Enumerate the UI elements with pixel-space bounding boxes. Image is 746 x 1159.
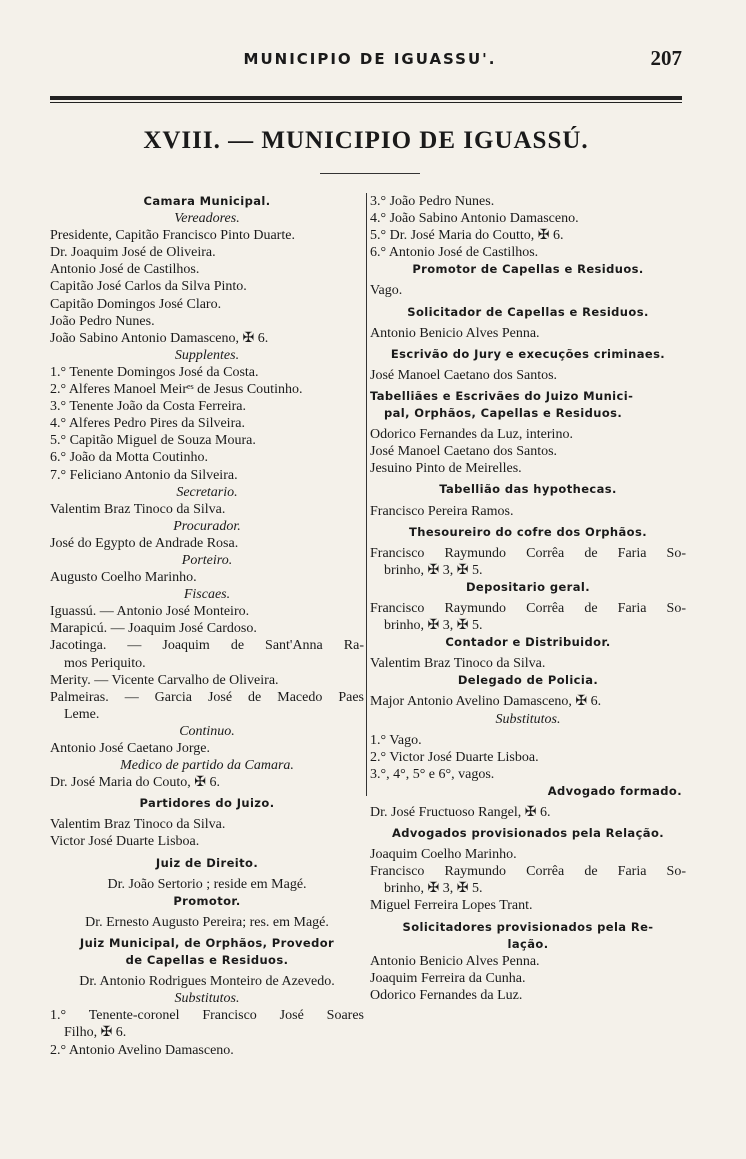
- list-item: Dr. Ernesto Augusto Pereira; res. em Magé.: [85, 914, 329, 930]
- list-item: João Pedro Nunes.: [50, 313, 155, 329]
- fiscaes-heading: Fiscaes.: [183, 587, 231, 603]
- list-item: Francisco Raymundo Corrêa de Faria So-: [370, 545, 686, 561]
- chapter-title: XVIII. — MUNICIPIO DE IGUASSÚ.: [143, 127, 589, 154]
- list-item: 6.° João da Motta Coutinho.: [50, 450, 209, 466]
- juiz-municipal-heading-cont: de Capellas e Residuos.: [125, 953, 289, 968]
- substitutos-heading-right: Substitutos.: [495, 711, 561, 727]
- header-rule-thick: [50, 96, 682, 100]
- tabelliaes-heading: Tabelliães e Escrivães do Juizo Munici-: [370, 388, 634, 403]
- list-item: Jacotinga. — Joaquim de Sant'Anna Ra-: [50, 638, 364, 654]
- list-item: 5.° Capitão Miguel de Souza Moura.: [50, 433, 256, 449]
- list-item: 1.° Tenente-coronel Francisco José Soares: [50, 1008, 364, 1024]
- list-item: 1.° Vago.: [370, 732, 422, 748]
- list-item: Francisco Pereira Ramos.: [370, 503, 514, 519]
- list-item: Jesuino Pinto de Meirelles.: [370, 461, 522, 477]
- promotor-capellas-heading: Promotor de Capellas e Residuos.: [412, 262, 644, 277]
- delegado-heading: Delegado de Policia.: [457, 673, 599, 688]
- solicitador-heading: Solicitador de Capellas e Residuos.: [407, 304, 649, 319]
- list-item: Antonio José de Castilhos.: [50, 262, 200, 278]
- camara-heading: Camara Municipal.: [143, 194, 271, 208]
- list-item: Valentim Braz Tinoco da Silva.: [370, 656, 546, 672]
- medico-heading: Medico de partido da Camara.: [120, 758, 294, 774]
- advogado-heading: Advogado formado.: [547, 783, 682, 798]
- list-item: José Manoel Caetano dos Santos.: [370, 367, 558, 383]
- solic-prov-heading-cont: lação.: [507, 936, 549, 951]
- list-item: Francisco Raymundo Corrêa de Faria So-: [370, 864, 686, 880]
- list-item: Capitão Domingos José Claro.: [50, 296, 222, 312]
- list-item: 3.° Tenente João da Costa Ferreira.: [50, 399, 247, 415]
- list-item: José Manoel Caetano dos Santos.: [370, 444, 558, 460]
- list-item: 3.°, 4°, 5° e 6°, vagos.: [370, 766, 495, 782]
- list-item: Joaquim Ferreira da Cunha.: [370, 970, 526, 986]
- list-item: Iguassú. — Antonio José Monteiro.: [50, 604, 250, 620]
- list-item: Dr. José Maria do Couto, ✠ 6.: [50, 775, 220, 791]
- list-item: mos Periquito.: [64, 655, 146, 671]
- list-item: 5.° Dr. José Maria do Coutto, ✠ 6.: [370, 228, 564, 244]
- list-item: Dr. José Fructuoso Rangel, ✠ 6.: [370, 805, 551, 820]
- running-head: [50, 46, 690, 76]
- list-item: Antonio Benicio Alves Penna.: [370, 325, 540, 341]
- list-item: Antonio José Caetano Jorge.: [50, 741, 210, 756]
- list-item: 2.° Victor José Duarte Lisboa.: [370, 749, 539, 765]
- list-item: Capitão José Carlos da Silva Pinto.: [50, 279, 247, 295]
- list-item: Odorico Fernandes da Luz.: [370, 987, 523, 1003]
- list-item: Marapicú. — Joaquim José Cardoso.: [50, 621, 257, 637]
- list-item: Vago.: [370, 283, 403, 299]
- juiz-municipal-heading: Juiz Municipal, de Orphãos, Provedor: [79, 935, 335, 950]
- list-item: Augusto Coelho Marinho.: [50, 570, 197, 586]
- depositario-heading: Depositario geral.: [465, 579, 590, 594]
- running-title: MUNICIPIO DE IGUASSU'.: [243, 50, 497, 68]
- list-item: Joaquim Coelho Marinho.: [370, 847, 517, 863]
- supplentes-heading: Supplentes.: [174, 347, 240, 363]
- vereadores-heading: Vereadores.: [174, 211, 240, 227]
- left-column: [50, 193, 364, 1059]
- secretario-heading: Secretario.: [176, 484, 238, 500]
- procurador-heading: Procurador.: [173, 518, 241, 534]
- porteiro-heading: Porteiro.: [181, 552, 233, 568]
- adv-prov-heading: Advogados provisionados pela Relação.: [391, 826, 665, 841]
- page-number: 207: [650, 46, 682, 70]
- list-item: Miguel Ferreira Lopes Trant.: [370, 898, 533, 914]
- list-item: Leme.: [64, 706, 100, 722]
- list-item: Victor José Duarte Lisboa.: [50, 834, 200, 850]
- tabelliao-hyp-heading: Tabellião das hypothecas.: [439, 482, 617, 497]
- list-item: Francisco Raymundo Corrêa de Faria So-: [370, 600, 686, 616]
- list-item: 4.° João Sabino Antonio Damasceno.: [370, 211, 579, 227]
- list-item: 2.° Antonio Avelino Damasceno.: [50, 1042, 234, 1058]
- list-item: brinho, ✠ 3, ✠ 5.: [384, 618, 483, 634]
- substitutos-heading: Substitutos.: [174, 991, 240, 1007]
- list-item: Presidente, Capitão Francisco Pinto Duarte.: [50, 228, 295, 244]
- list-item: João Sabino Antonio Damasceno, ✠ 6.: [50, 330, 269, 346]
- list-item: 3.° João Pedro Nunes.: [370, 194, 495, 209]
- list-item: 7.° Feliciano Antonio da Silveira.: [50, 467, 238, 483]
- tesoureiro-heading: Thesoureiro do cofre dos Orphãos.: [408, 524, 647, 539]
- list-item: Dr. Antonio Rodrigues Monteiro de Azevedo.: [79, 974, 335, 990]
- solic-prov-heading: Solicitadores provisionados pela Re-: [402, 919, 654, 934]
- list-item: brinho, ✠ 3, ✠ 5.: [384, 562, 483, 578]
- chapter-rule: [320, 173, 420, 174]
- list-item: Valentim Braz Tinoco da Silva.: [50, 817, 226, 833]
- list-item: 1.° Tenente Domingos José da Costa.: [50, 364, 259, 380]
- list-item: brinho, ✠ 3, ✠ 5.: [384, 881, 483, 897]
- right-column: [370, 193, 686, 1004]
- list-item: Merity. — Vicente Carvalho de Oliveira.: [50, 672, 279, 688]
- list-item: 6.° Antonio José de Castilhos.: [370, 245, 539, 261]
- continuo-heading: Continuo.: [179, 723, 235, 739]
- escrivao-jury-heading: Escrivão do Jury e execuções criminaes.: [390, 346, 666, 361]
- column-divider: [366, 193, 367, 796]
- juiz-direito-heading: Juiz de Direito.: [155, 855, 259, 870]
- list-item: Dr. João Sertorio ; reside em Magé.: [107, 876, 307, 892]
- list-item: Palmeiras. — Garcia José de Macedo Paes: [50, 689, 364, 705]
- list-item: Major Antonio Avelino Damasceno, ✠ 6.: [370, 694, 602, 710]
- list-item: 2.° Alferes Manoel Meirᵉˢ de Jesus Coutinho.: [50, 382, 303, 398]
- list-item: José do Egypto de Andrade Rosa.: [50, 535, 239, 551]
- contador-heading: Contador e Distribuidor.: [445, 635, 611, 650]
- partidores-heading: Partidores do Juizo.: [139, 796, 275, 811]
- list-item: Filho, ✠ 6.: [64, 1025, 127, 1041]
- list-item: Dr. Joaquim José de Oliveira.: [50, 245, 216, 261]
- header-rule-thin: [50, 102, 682, 103]
- list-item: Odorico Fernandes da Luz, interino.: [370, 427, 573, 443]
- tabelliaes-heading-cont: pal, Orphãos, Capellas e Residuos.: [384, 406, 623, 421]
- list-item: Valentim Braz Tinoco da Silva.: [50, 501, 226, 517]
- list-item: 4.° Alferes Pedro Pires da Silveira.: [50, 416, 245, 432]
- promotor-heading: Promotor.: [173, 893, 241, 908]
- list-item: Antonio Benicio Alves Penna.: [370, 953, 540, 969]
